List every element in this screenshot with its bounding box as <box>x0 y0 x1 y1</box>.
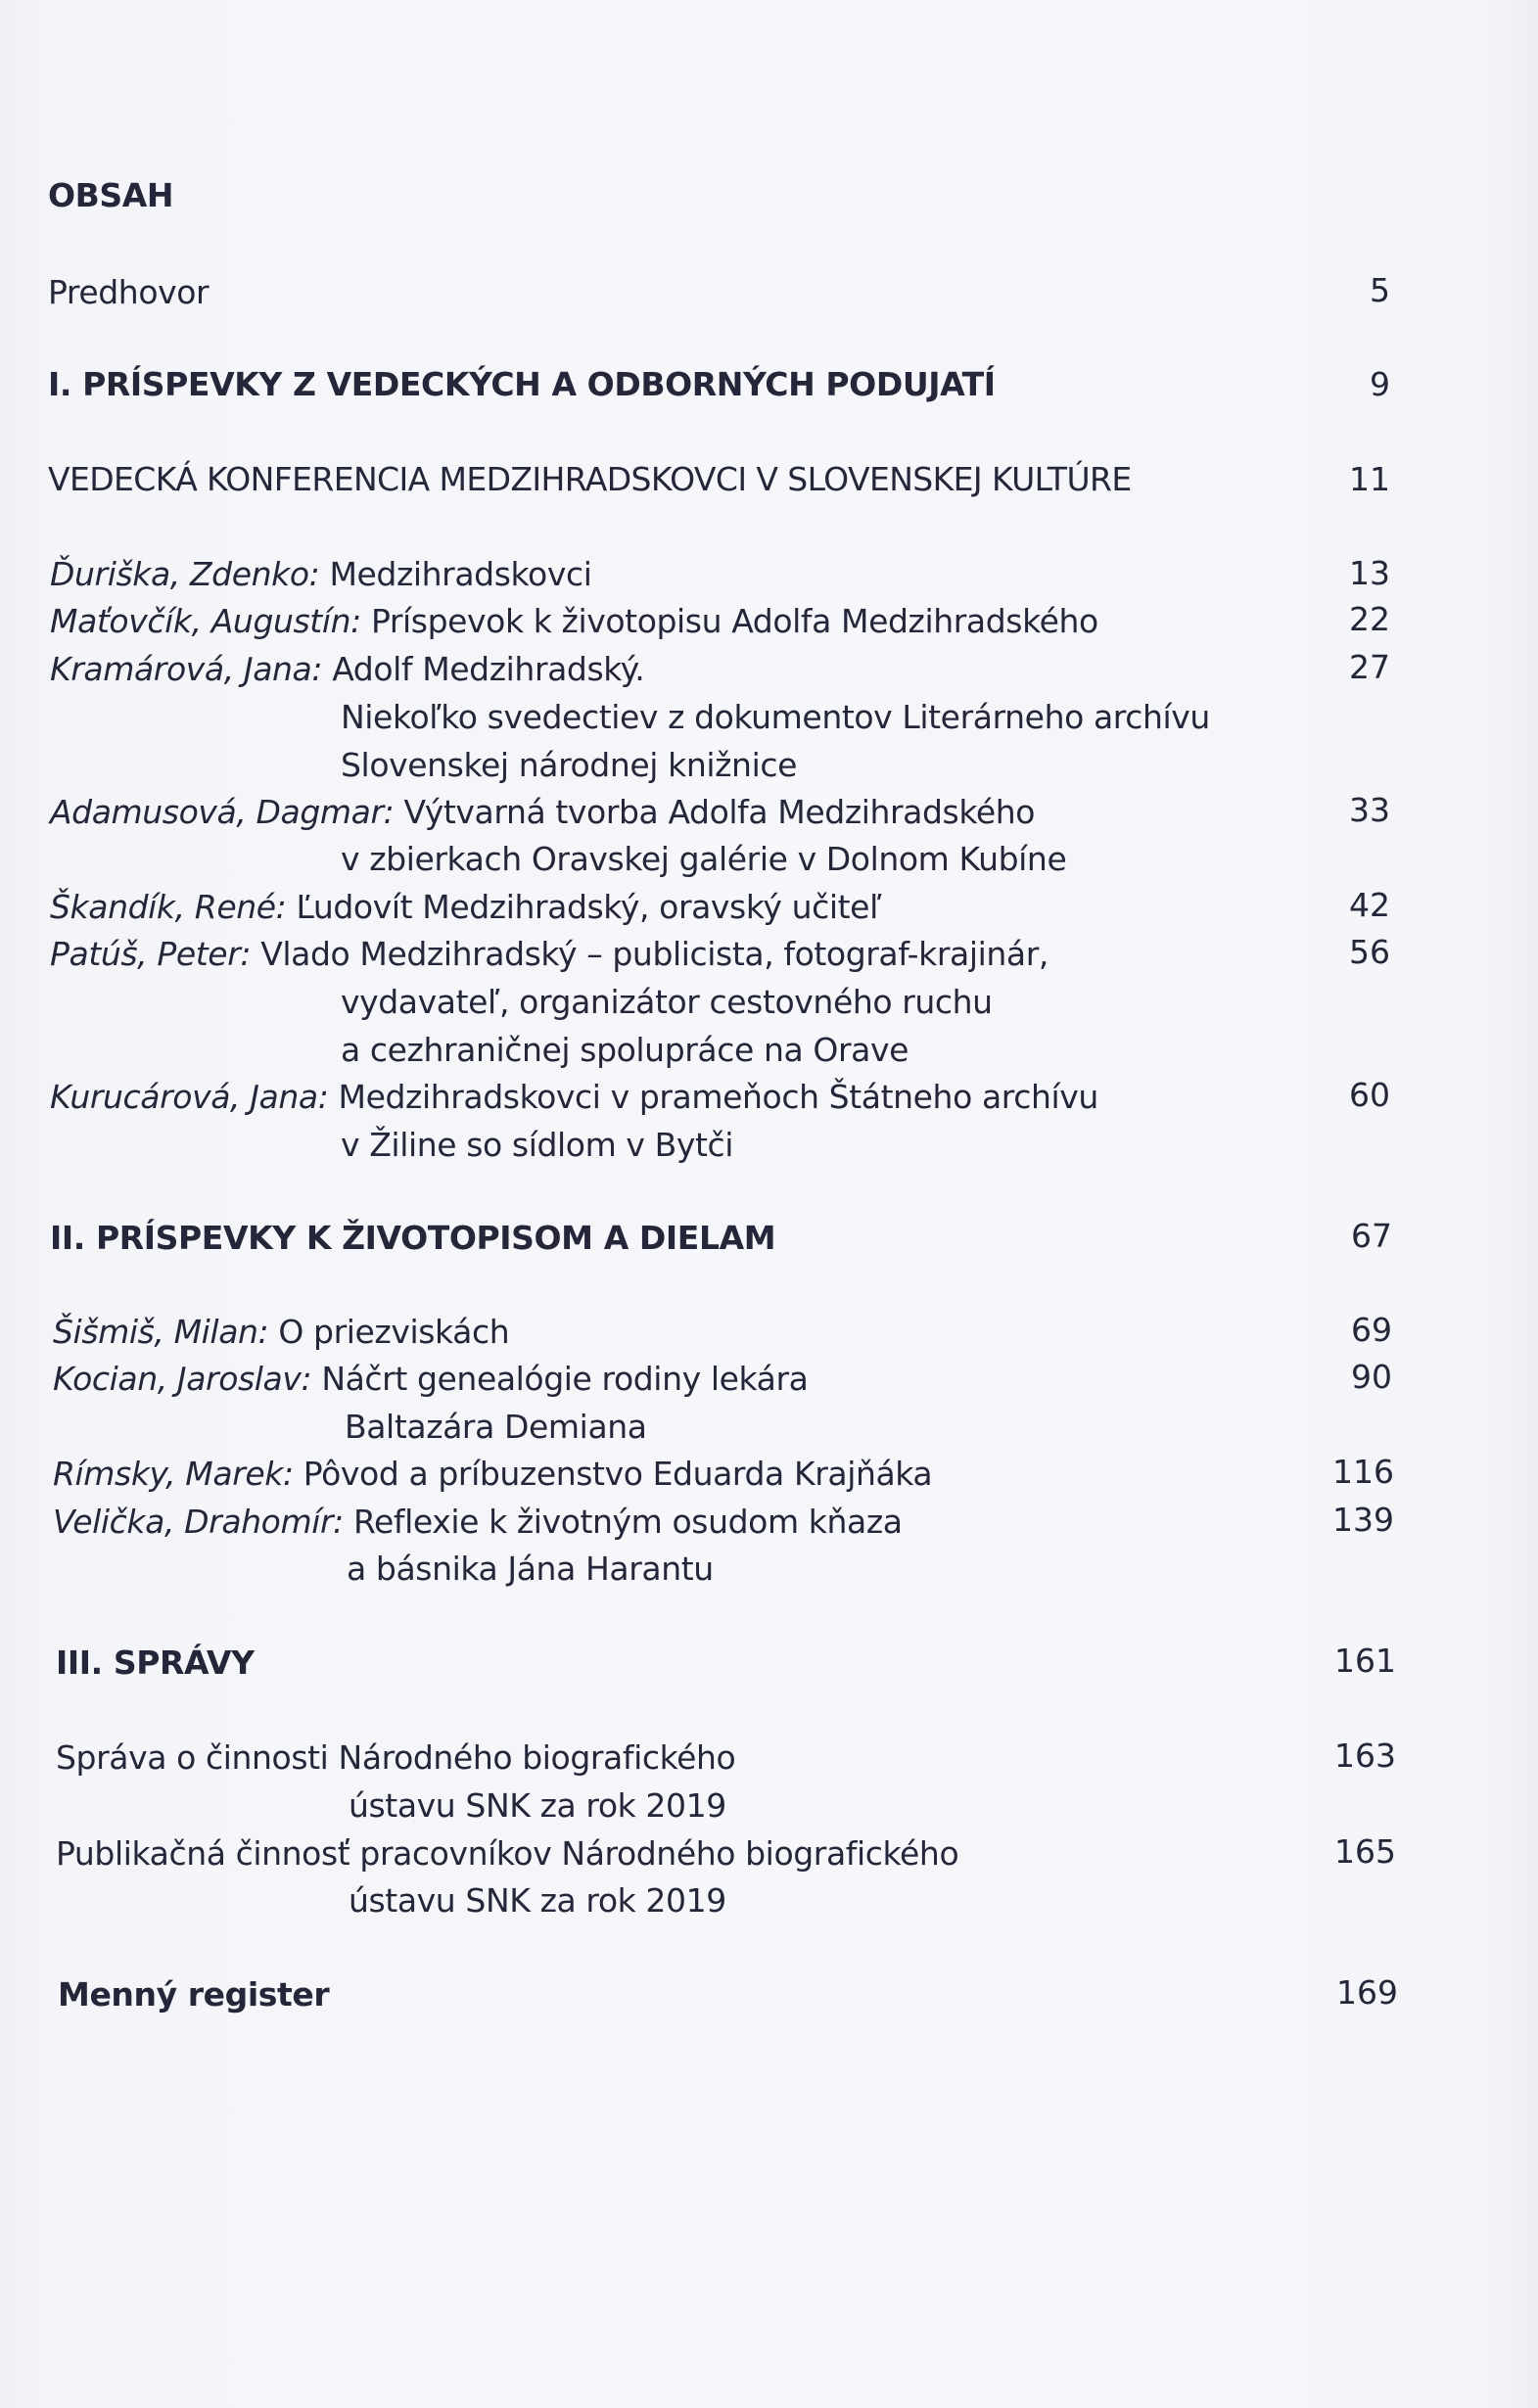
entry-page: 116 <box>1332 1453 1394 1491</box>
toc-entry <box>50 650 644 689</box>
toc-entry <box>50 1078 1098 1117</box>
toc-entry <box>50 793 1035 832</box>
entry-author: Kramárová, Jana: <box>50 650 323 688</box>
entry-continuation: Niekoľko svedectiev z dokumentov Literárneho archívu <box>341 698 1210 736</box>
entry-page: 13 <box>1349 554 1390 592</box>
entry-continuation: vydavateľ, organizátor cestovného ruchu <box>341 983 993 1021</box>
entry-author: Kocian, Jaroslav: <box>53 1360 312 1398</box>
entry-author: Adamusová, Dagmar: <box>50 793 395 831</box>
entry-continuation: v zbierkach Oravskej galérie v Dolnom Kubíne <box>341 840 1067 878</box>
entry-author: Patúš, Peter: <box>50 935 252 973</box>
entry-page: 69 <box>1351 1311 1392 1349</box>
entry-page: 33 <box>1349 791 1390 829</box>
toc-entry <box>50 602 1098 641</box>
entry-author: Rímsky, Marek: <box>53 1455 294 1493</box>
entry-page: 90 <box>1351 1358 1392 1396</box>
entry-page: 27 <box>1349 648 1390 686</box>
entry-page: 163 <box>1334 1737 1396 1775</box>
entry-page: 165 <box>1334 1832 1396 1871</box>
entry-page: 22 <box>1349 600 1390 638</box>
preface-page: 5 <box>1370 271 1390 309</box>
entry-title: Medzihradskovci v prameňoch Štátneho archívu <box>338 1078 1098 1116</box>
entry-page: 139 <box>1332 1501 1394 1539</box>
entry-title: Adolf Medzihradský. <box>332 650 645 688</box>
toc-entry: Správa o činnosti Národného biografického <box>56 1738 736 1777</box>
entry-title: Medzihradskovci <box>329 555 592 593</box>
entry-title: Reflexie k životným osudom kňaza <box>352 1503 903 1541</box>
register-page: 169 <box>1336 1973 1398 2012</box>
toc-entry <box>53 1455 932 1494</box>
entry-author: Kurucárová, Jana: <box>50 1078 329 1116</box>
section2-heading: II. PRÍSPEVKY K ŽIVOTOPISOM A DIELAM <box>50 1219 776 1257</box>
entry-title: Pôvod a príbuzenstvo Eduarda Krajňáka <box>303 1455 933 1493</box>
section1-subheading: VEDECKÁ KONFERENCIA MEDZIHRADSKOVCI V SLOVENSKEJ KULTÚRE <box>48 460 1132 498</box>
entry-continuation: a básnika Jána Harantu <box>347 1550 714 1588</box>
entry-author: Šišmiš, Milan: <box>53 1313 269 1351</box>
entry-title: Príspevok k životopisu Adolfa Medzihradského <box>370 602 1098 640</box>
entry-title: Výtvarná tvorba Adolfa Medzihradského <box>403 793 1036 831</box>
page-title: OBSAH <box>48 176 174 214</box>
toc-entry: Publikačná činnosť pracovníkov Národného biografického <box>56 1834 959 1873</box>
entry-title: Ľudovít Medzihradský, oravský učiteľ <box>296 888 882 926</box>
entry-page: 56 <box>1349 933 1390 971</box>
toc-entry <box>53 1360 808 1399</box>
entry-title: Vlado Medzihradský – publicista, fotograf-krajinár, <box>260 935 1049 973</box>
entry-author: Velička, Drahomír: <box>53 1503 344 1541</box>
toc-entry <box>53 1313 509 1352</box>
register-label: Menný register <box>58 1975 330 2014</box>
section1-heading: I. PRÍSPEVKY Z VEDECKÝCH A ODBORNÝCH PODUJATÍ <box>48 365 996 403</box>
entry-continuation: Baltazára Demiana <box>345 1408 647 1446</box>
entry-author: Ďuriška, Zdenko: <box>50 555 320 593</box>
entry-continuation: ústavu SNK za rok 2019 <box>349 1881 726 1920</box>
entry-continuation: v Žiline so sídlom v Bytči <box>341 1126 734 1164</box>
entry-page: 42 <box>1349 886 1390 924</box>
entry-title: Náčrt genealógie rodiny lekára <box>321 1360 809 1398</box>
toc-entry <box>53 1503 903 1542</box>
section3-heading: III. SPRÁVY <box>56 1644 255 1682</box>
preface-label: Predhovor <box>48 273 210 311</box>
entry-title: O priezviskách <box>278 1313 510 1351</box>
entry-continuation: ústavu SNK za rok 2019 <box>349 1786 726 1825</box>
entry-continuation: Slovenskej národnej knižnice <box>341 746 797 784</box>
entry-author: Maťovčík, Augustín: <box>50 602 361 640</box>
entry-author: Škandík, René: <box>50 888 287 926</box>
toc-entry <box>50 555 591 594</box>
entry-continuation: a cezhraničnej spolupráce na Orave <box>341 1031 909 1069</box>
section2-page: 67 <box>1351 1217 1392 1255</box>
section1-page: 9 <box>1370 365 1390 403</box>
section3-page: 161 <box>1334 1642 1396 1680</box>
toc-entry <box>50 888 881 927</box>
section1-subpage: 11 <box>1349 460 1390 498</box>
toc-entry <box>50 935 1049 974</box>
entry-page: 60 <box>1349 1076 1390 1114</box>
